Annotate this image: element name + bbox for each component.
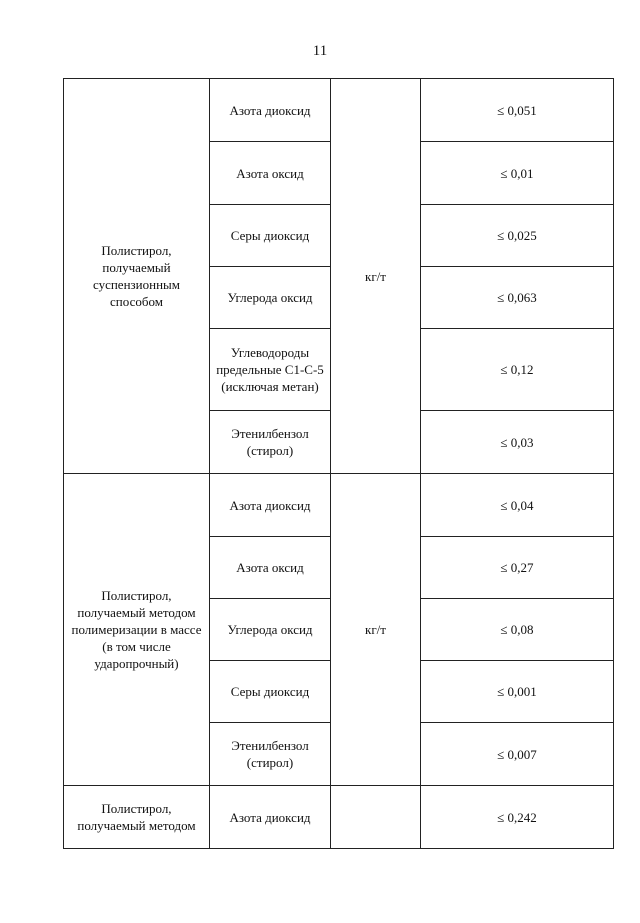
emissions-table: [63, 78, 614, 849]
value-cell: ≤ 0,242: [421, 786, 614, 849]
substance-cell: Азота диоксид: [210, 474, 331, 537]
value-cell: ≤ 0,063: [421, 267, 614, 329]
value-cell: ≤ 0,051: [421, 79, 614, 142]
value-cell: ≤ 0,03: [421, 411, 614, 474]
product-cell: Полистирол, получаемый методом: [64, 786, 210, 849]
table-row: [64, 786, 614, 849]
value-cell: ≤ 0,001: [421, 661, 614, 723]
table-row: [64, 474, 614, 537]
substance-cell: Этенилбензол (стирол): [210, 723, 331, 786]
value-cell: ≤ 0,12: [421, 329, 614, 411]
substance-cell: Углеводороды предельные С1-С-5 (исключая метан): [210, 329, 331, 411]
substance-cell: Серы диоксид: [210, 661, 331, 723]
substance-cell: Этенилбензол (стирол): [210, 411, 331, 474]
page-number: 11: [312, 43, 328, 59]
table-row: [64, 79, 614, 142]
unit-cell: кг/т: [331, 474, 421, 786]
value-cell: ≤ 0,007: [421, 723, 614, 786]
product-cell: Полистирол, получаемый суспензионным способом: [64, 79, 210, 474]
substance-cell: Азота оксид: [210, 142, 331, 205]
value-cell: ≤ 0,08: [421, 599, 614, 661]
substance-cell: Углерода оксид: [210, 599, 331, 661]
substance-cell: Углерода оксид: [210, 267, 331, 329]
substance-cell: Азота диоксид: [210, 786, 331, 849]
substance-cell: Серы диоксид: [210, 205, 331, 267]
product-cell: Полистирол, получаемый методом полимеризации в массе (в том числе ударопрочный): [64, 474, 210, 786]
substance-cell: Азота оксид: [210, 537, 331, 599]
value-cell: ≤ 0,01: [421, 142, 614, 205]
unit-cell: [331, 786, 421, 849]
value-cell: ≤ 0,04: [421, 474, 614, 537]
value-cell: ≤ 0,025: [421, 205, 614, 267]
value-cell: ≤ 0,27: [421, 537, 614, 599]
unit-cell: кг/т: [331, 79, 421, 474]
substance-cell: Азота диоксид: [210, 79, 331, 142]
